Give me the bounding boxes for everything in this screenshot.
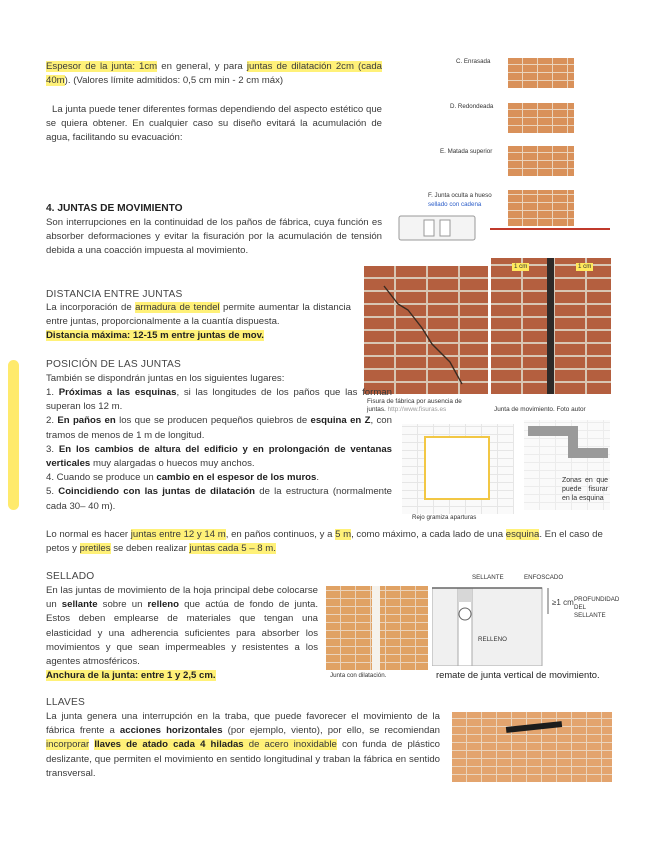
joint-type-f-label: F. Junta oculta a hueso bbox=[428, 192, 492, 199]
text: sobre un bbox=[97, 599, 148, 611]
movimiento-paragraph: Son interrupciones en la continuidad de los paños de fábrica, cuya función es absorber deformaciones y evitar la fisuración por la acumulación de tensión debida a una coacción impuesta al movimiento. bbox=[46, 217, 382, 257]
text: , con tramos de menos de 1 m de longitud. bbox=[46, 415, 392, 441]
list-item bbox=[46, 386, 392, 414]
text: que actúa de fondo de junta. Estos deben emplearse de materiales que tengan una elasticidad y una adherencia suficientes para absorber los movimientos y que sean impermeables y resistentes a los agentes atmosféricos. bbox=[46, 599, 318, 668]
highlight-5-8m: juntas cada 5 – 8 m. bbox=[189, 543, 276, 555]
label-sellante: SELLANTE bbox=[472, 574, 504, 581]
photo-dilatation-joint bbox=[326, 586, 428, 670]
joint-type-e-label: E. Matada superior bbox=[440, 148, 493, 155]
text: . En el caso de petos y bbox=[46, 529, 603, 555]
photo-right-caption: Junta de movimiento. Foto autor bbox=[494, 406, 586, 413]
joint-fill bbox=[372, 586, 380, 670]
crack-svg bbox=[364, 266, 488, 394]
label-1cm-a: 1 cm bbox=[514, 263, 528, 270]
text: . bbox=[316, 472, 320, 484]
text: 3. bbox=[46, 443, 59, 455]
label-depth: ≥1 cm bbox=[552, 598, 574, 607]
bold-text: esquina en Z bbox=[310, 415, 371, 427]
joint-shape-paragraph: La junta puede tener diferentes formas dependiendo del aspecto estético que se quiera obtener. En cualquier caso su diseño evitará la acumulación de agua, facilitando su evacuación: bbox=[46, 104, 382, 144]
text: 4. Cuando se produce un bbox=[46, 472, 157, 484]
opening-outline bbox=[424, 436, 490, 500]
bold-text: En paños en bbox=[57, 415, 116, 427]
joint-type-c-label: C. Enrasada bbox=[456, 58, 491, 65]
highlight-dilatation: juntas de dilatación 2cm (cada 40m bbox=[46, 61, 383, 87]
sellado-paragraph bbox=[46, 584, 318, 683]
photo-tie-rod bbox=[452, 712, 612, 782]
list-item bbox=[46, 485, 392, 513]
joint-type-d-label: D. Redondeada bbox=[450, 103, 494, 110]
text: La incorporación de bbox=[46, 302, 136, 313]
text: 1. bbox=[46, 387, 59, 398]
text: http://www.fisuras.es bbox=[385, 406, 447, 413]
list-item bbox=[46, 414, 392, 442]
section-heading-llaves: LLAVES bbox=[46, 697, 85, 708]
section-heading-posicion: POSICIÓN DE LAS JUNTAS bbox=[46, 359, 181, 370]
highlight-pretiles: pretiles bbox=[79, 543, 111, 555]
joint-profile-diagram bbox=[398, 212, 476, 244]
text: , en paños continuos, y a bbox=[225, 529, 336, 540]
text: los que se producen pequeños quiebros de bbox=[115, 415, 311, 427]
text: La junta genera una interrupción en la traba, que puede favorecer el movimiento de la fábrica frente a bbox=[46, 711, 440, 737]
section-heading-movimiento: 4. JUNTAS DE MOVIMIENTO bbox=[46, 203, 183, 214]
joint-type-c-image bbox=[508, 58, 574, 88]
list-item bbox=[46, 443, 392, 471]
highlight-esquina: esquina bbox=[505, 529, 540, 540]
label-relleno: RELLENO bbox=[478, 636, 507, 643]
sealant-detail-svg bbox=[432, 574, 620, 666]
text: juntas. bbox=[367, 406, 386, 413]
joint-thickness-paragraph bbox=[46, 60, 382, 88]
joint-type-f-image bbox=[508, 190, 574, 226]
section-heading-sellado: SELLADO bbox=[46, 571, 95, 582]
label-enfoscado: ENFOSCADO bbox=[524, 574, 564, 581]
text: de la estructura (normalmente cada 30– 40 m). bbox=[46, 486, 392, 512]
list-item bbox=[46, 471, 392, 485]
posicion-intro: También se dispondrán juntas en los siguientes lugares: bbox=[46, 373, 285, 384]
section-heading-distancia: DISTANCIA ENTRE JUNTAS bbox=[46, 289, 183, 300]
corner-diagram bbox=[524, 420, 610, 510]
label-1cm-b: 1 cm bbox=[578, 263, 592, 270]
photo-cracked-wall bbox=[364, 266, 488, 394]
joint-gap bbox=[547, 258, 554, 394]
bold-text: relleno bbox=[147, 599, 180, 611]
text: 5. bbox=[46, 486, 59, 498]
llaves-paragraph bbox=[46, 710, 440, 781]
joint-profile-svg bbox=[398, 212, 476, 244]
bold-text: cambio en el espesor de los muros bbox=[156, 472, 317, 484]
distancia-paragraph bbox=[46, 301, 351, 344]
accent-line bbox=[490, 228, 610, 230]
text: En las juntas de movimiento de la hoja principal debe colocarse un bbox=[46, 585, 318, 611]
sealant-detail-caption: remate de junta vertical de movimiento. bbox=[436, 669, 600, 680]
text: , si las longitudes de los paños que las forman superan los 12 m. bbox=[46, 387, 392, 413]
tie-rod-bar bbox=[506, 721, 562, 733]
highlight-thickness: Espesor de la junta: 1cm bbox=[46, 61, 158, 72]
joint-type-d-image bbox=[508, 103, 574, 133]
highlight-12-14m: juntas entre 12 y 14 m bbox=[130, 529, 226, 540]
text: con funda de plástico deslizante, que permiten el movimiento en sentido longitudinal y traban la fábrica en sentido transversal. bbox=[46, 739, 440, 779]
text: se deben realizar bbox=[110, 543, 190, 555]
bold-text: Próximas a las esquinas bbox=[58, 387, 177, 398]
joint-type-e-image bbox=[508, 146, 574, 176]
normal-spacing-paragraph bbox=[46, 528, 606, 556]
highlight-armadura: armadura de tendel bbox=[135, 302, 220, 313]
text: muy alargadas o huecos muy anchos. bbox=[90, 458, 255, 470]
highlight-5m: 5 m bbox=[335, 529, 352, 540]
highlight-de: de bbox=[243, 739, 265, 751]
photo-movement-joint bbox=[491, 258, 611, 394]
corner-zones-label: Zonas en que puede fisurar en la esquina bbox=[562, 477, 608, 502]
opening-diagram bbox=[402, 424, 514, 514]
bold-text: sellante bbox=[61, 599, 98, 611]
joint-types-figure bbox=[420, 52, 580, 232]
highlight-joint-width: Anchura de la junta: entre 1 y 2,5 cm. bbox=[46, 670, 216, 682]
text: , como máximo, a cada lado de una bbox=[351, 529, 506, 540]
text: ). (Valores límite admitidos: 0,5 cm min - 2 cm máx) bbox=[64, 75, 284, 87]
highlight-acero: acero inoxidable bbox=[264, 739, 337, 751]
highlight-llaves: llaves de atado cada 4 hiladas bbox=[94, 739, 244, 751]
posicion-list bbox=[46, 386, 392, 514]
text: Fisura de fábrica por ausencia de bbox=[367, 398, 462, 405]
bold-text: Coincidiendo con las juntas de dilatación bbox=[58, 486, 255, 498]
sealant-detail-diagram bbox=[432, 574, 620, 666]
sellado-photo-caption: Junta con dilatación. bbox=[330, 672, 387, 679]
highlight-incorporar: incorporar bbox=[46, 739, 90, 751]
text: (por ejemplo, viento), por ello, se recomiendan bbox=[222, 725, 440, 737]
joint-type-f-note: sellado con cadena bbox=[428, 201, 482, 208]
opening-diagram-caption: Rejo gramiza aparturas bbox=[412, 514, 477, 521]
highlight-max-distance: Distancia máxima: 12-15 m entre juntas de mov. bbox=[46, 330, 264, 342]
bold-text: En los cambios de altura del edificio y en prolongación de ventanas verticales bbox=[46, 443, 392, 470]
text: permite aumentar la distancia entre juntas, proporcionalmente a la cuantía dispuesta. bbox=[46, 302, 352, 328]
text: 2. bbox=[46, 415, 58, 427]
bold-text: acciones horizontales bbox=[119, 725, 223, 737]
text: Lo normal es hacer bbox=[46, 529, 131, 540]
text: en general, y para bbox=[157, 61, 247, 72]
margin-highlight-mark bbox=[8, 360, 19, 510]
corner-shape-svg bbox=[524, 420, 610, 470]
label-profundidad: PROFUNDIDAD DEL SELLANTE bbox=[574, 596, 620, 619]
